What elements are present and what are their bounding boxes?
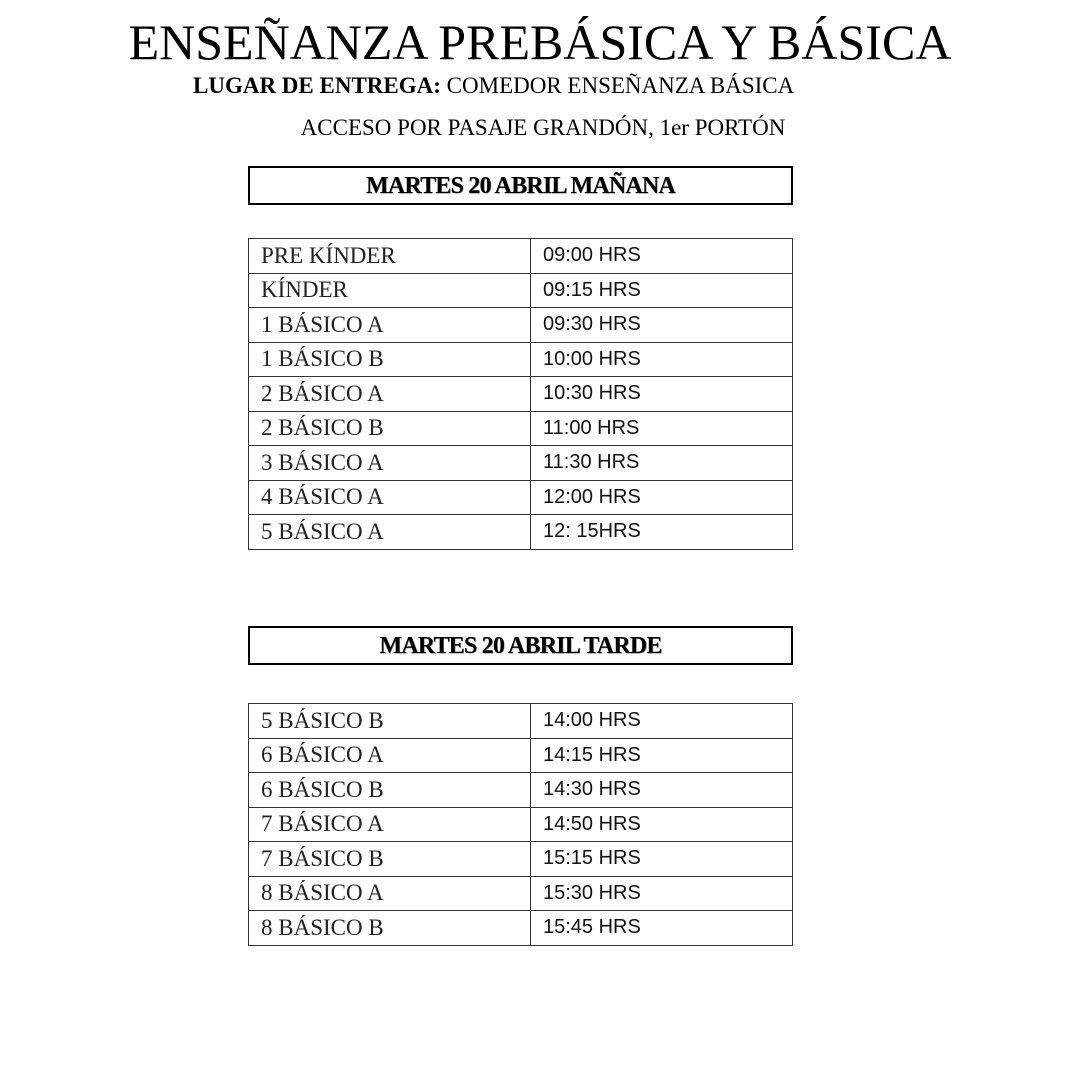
afternoon-schedule-table — [248, 703, 793, 946]
grade-cell: PRE KÍNDER — [249, 239, 531, 274]
time-cell: 14:15 HRS — [531, 738, 793, 773]
time-cell: 09:00 HRS — [531, 239, 793, 274]
morning-header: MARTES 20 ABRIL MAÑANA — [248, 166, 793, 205]
time-cell: 09:15 HRS — [531, 273, 793, 308]
table-row — [249, 239, 793, 274]
table-row — [249, 704, 793, 739]
time-cell: 14:00 HRS — [531, 704, 793, 739]
table-row — [249, 842, 793, 877]
grade-cell: 2 BÁSICO B — [249, 411, 531, 446]
grade-cell: 5 BÁSICO A — [249, 515, 531, 550]
table-row — [249, 446, 793, 481]
delivery-location — [193, 72, 794, 100]
table-row — [249, 308, 793, 343]
grade-cell: 2 BÁSICO A — [249, 377, 531, 412]
table-row — [249, 738, 793, 773]
table-row — [249, 377, 793, 412]
table-row — [249, 342, 793, 377]
time-cell: 15:45 HRS — [531, 911, 793, 946]
table-row — [249, 876, 793, 911]
grade-cell: KÍNDER — [249, 273, 531, 308]
time-cell: 11:00 HRS — [531, 411, 793, 446]
grade-cell: 6 BÁSICO A — [249, 738, 531, 773]
grade-cell: 6 BÁSICO B — [249, 773, 531, 808]
grade-cell: 7 BÁSICO A — [249, 807, 531, 842]
table-row — [249, 515, 793, 550]
grade-cell: 3 BÁSICO A — [249, 446, 531, 481]
table-row — [249, 480, 793, 515]
table-row — [249, 773, 793, 808]
time-cell: 10:00 HRS — [531, 342, 793, 377]
morning-schedule-table — [248, 238, 793, 550]
grade-cell: 8 BÁSICO A — [249, 876, 531, 911]
grade-cell: 5 BÁSICO B — [249, 704, 531, 739]
afternoon-header: MARTES 20 ABRIL TARDE — [248, 626, 793, 665]
delivery-label: LUGAR DE ENTREGA: — [193, 73, 441, 98]
time-cell: 11:30 HRS — [531, 446, 793, 481]
grade-cell: 1 BÁSICO A — [249, 308, 531, 343]
table-row — [249, 911, 793, 946]
time-cell: 14:50 HRS — [531, 807, 793, 842]
time-cell: 15:15 HRS — [531, 842, 793, 877]
access-note: ACCESO POR PASAJE GRANDÓN, 1er PORTÓN — [300, 115, 786, 140]
time-cell: 14:30 HRS — [531, 773, 793, 808]
table-row — [249, 807, 793, 842]
grade-cell: 4 BÁSICO A — [249, 480, 531, 515]
time-cell: 15:30 HRS — [531, 876, 793, 911]
time-cell: 12: 15HRS — [531, 515, 793, 550]
delivery-place: COMEDOR ENSEÑANZA BÁSICA — [446, 73, 795, 98]
time-cell: 12:00 HRS — [531, 480, 793, 515]
table-row — [249, 273, 793, 308]
time-cell: 09:30 HRS — [531, 308, 793, 343]
grade-cell: 7 BÁSICO B — [249, 842, 531, 877]
table-row — [249, 411, 793, 446]
page-title: ENSEÑANZA PREBÁSICA Y BÁSICA — [128, 14, 952, 70]
time-cell: 10:30 HRS — [531, 377, 793, 412]
grade-cell: 1 BÁSICO B — [249, 342, 531, 377]
grade-cell: 8 BÁSICO B — [249, 911, 531, 946]
